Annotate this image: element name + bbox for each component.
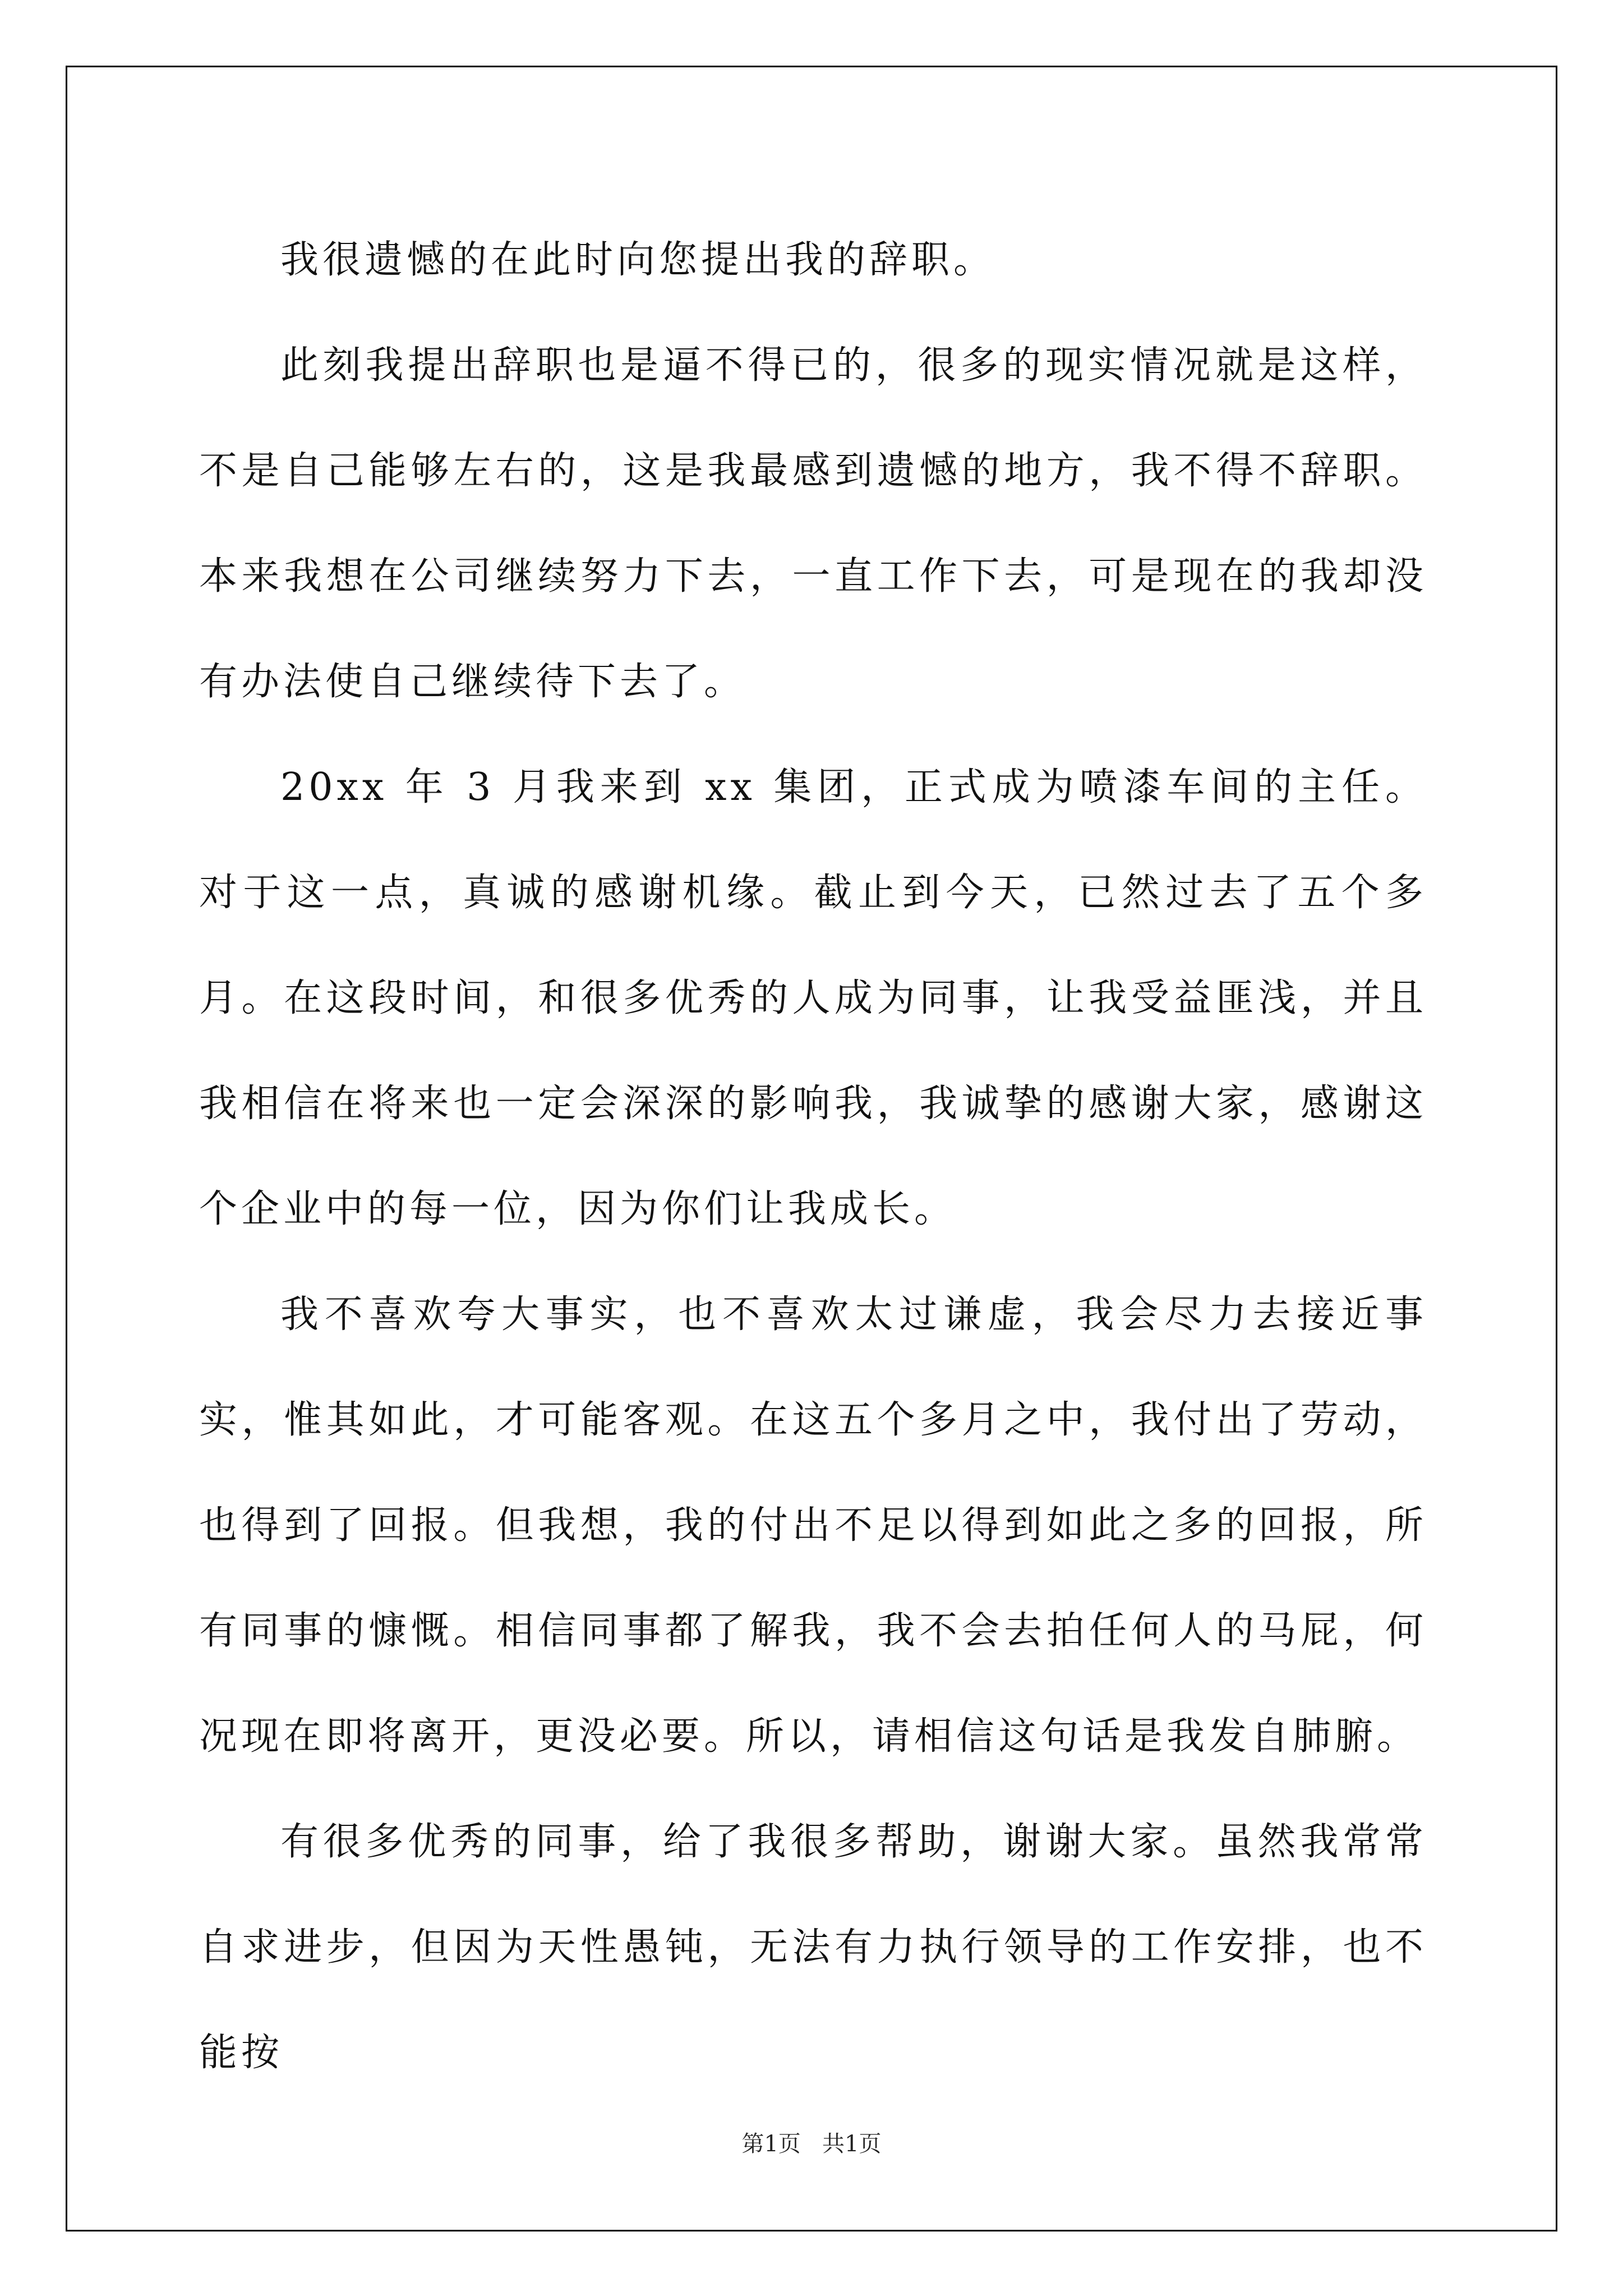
paragraph-2: 此刻我提出辞职也是逼不得已的，很多的现实情况就是这样，不是自己能够左右的，这是我最感到遗憾的地方，我不得不辞职。本来我想在公司继续努力下去，一直工作下去，可是现在的我却没有办法使自己继续待下去了。 [199,343,1427,704]
paragraph-4: 我不喜欢夸大事实，也不喜欢太过谦虚，我会尽力去接近事实，惟其如此，才可能客观。在这五个多月之中，我付出了劳动，也得到了回报。但我想，我的付出不足以得到如此之多的回报，所有同事的慷慨。相信同事都了解我，我不会去拍任何人的马屁，何况现在即将离开，更没必要。所以，请相信这句话是我发自肺腑。 [199,1292,1427,1759]
document-body [199,208,1427,2106]
paragraph-3: 20xx 年 3 月我来到 xx 集团，正式成为喷漆车间的主任。对于这一点，真诚的感谢机缘。截止到今天，已然过去了五个多月。在这段时间，和很多优秀的人成为同事，让我受益匪浅，并且我相信在将来也一定会深深的影响我，我诚挚的感谢大家，感谢这个企业中的每一位，因为你们让我成长。 [199,765,1427,1231]
paragraph-1: 我很遗憾的在此时向您提出我的辞职。 [280,238,996,282]
page-footer: 第1页 共1页 [741,2131,882,2157]
paragraph-5: 有很多优秀的同事，给了我很多帮助，谢谢大家。虽然我常常自求进步，但因为天性愚钝，无法有力执行领导的工作安排，也不能按 [199,1820,1427,2075]
